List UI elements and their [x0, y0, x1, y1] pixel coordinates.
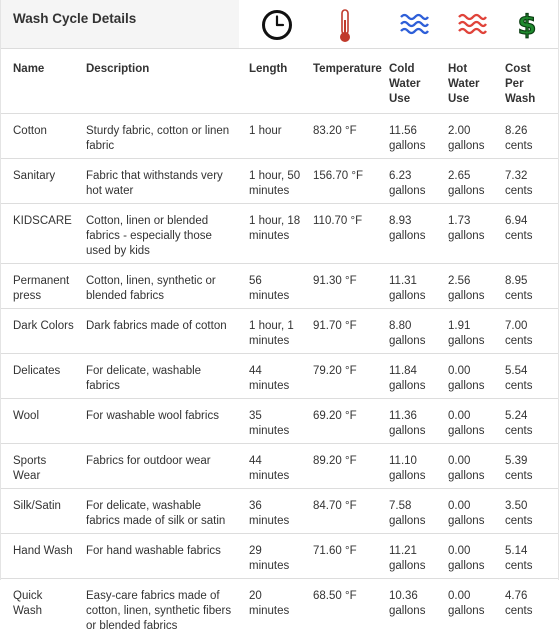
cell-length: 56 minutes — [237, 264, 301, 309]
clock-icon — [261, 9, 293, 44]
cell-cold-water: 11.21 gallons — [377, 534, 436, 579]
wash-cycle-table — [1, 50, 558, 638]
cell-temperature: 156.70 °F — [301, 159, 377, 204]
cell-cold-water: 11.84 gallons — [377, 354, 436, 399]
cell-cold-water: 8.93 gallons — [377, 204, 436, 264]
table-row — [1, 534, 558, 579]
cell-length: 35 minutes — [237, 399, 301, 444]
cell-hot-water: 2.65 gallons — [436, 159, 493, 204]
cell-temperature: 71.60 °F — [301, 534, 377, 579]
cell-temperature: 69.20 °F — [301, 399, 377, 444]
cell-cost: 6.94 cents — [493, 204, 558, 264]
cell-length: 44 minutes — [237, 444, 301, 489]
cell-description: Fabric that withstands very hot water — [74, 159, 237, 204]
cell-description: Easy-care fabrics made of cotton, linen, synthetic fibers or blended fabrics — [74, 579, 237, 638]
cell-hot-water: 0.00 gallons — [436, 489, 493, 534]
table-row — [1, 159, 558, 204]
header-name: Name — [1, 50, 74, 114]
cell-hot-water: 0.00 gallons — [436, 399, 493, 444]
cell-length: 20 minutes — [237, 579, 301, 638]
cell-temperature: 91.30 °F — [301, 264, 377, 309]
cell-length: 1 hour, 50 minutes — [237, 159, 301, 204]
cell-description: For delicate, washable fabrics made of silk or satin — [74, 489, 237, 534]
cell-cost: 7.00 cents — [493, 309, 558, 354]
table-row — [1, 444, 558, 489]
header-cold-water: Cold Water Use — [377, 50, 436, 114]
header-hot-water: Hot Water Use — [436, 50, 493, 114]
cell-name: Dark Colors — [1, 309, 74, 354]
cell-cost: 4.76 cents — [493, 579, 558, 638]
cell-hot-water: 0.00 gallons — [436, 579, 493, 638]
table-row — [1, 264, 558, 309]
header-cost: Cost Per Wash — [493, 50, 558, 114]
header-temperature: Temperature — [301, 50, 377, 114]
cell-cold-water: 11.36 gallons — [377, 399, 436, 444]
table-row — [1, 354, 558, 399]
cell-name: Sports Wear — [1, 444, 74, 489]
cell-description: For washable wool fabrics — [74, 399, 237, 444]
cell-hot-water: 2.00 gallons — [436, 114, 493, 159]
cell-length: 36 minutes — [237, 489, 301, 534]
cell-cold-water: 11.56 gallons — [377, 114, 436, 159]
cell-cost: 7.32 cents — [493, 159, 558, 204]
cold-water-icon — [399, 12, 429, 39]
cell-hot-water: 0.00 gallons — [436, 354, 493, 399]
cell-cost: 3.50 cents — [493, 489, 558, 534]
cell-temperature: 79.20 °F — [301, 354, 377, 399]
header-description: Description — [74, 50, 237, 114]
table-row — [1, 579, 558, 638]
cell-hot-water: 1.91 gallons — [436, 309, 493, 354]
cell-description: Fabrics for outdoor wear — [74, 444, 237, 489]
cell-temperature: 89.20 °F — [301, 444, 377, 489]
cell-cold-water: 11.31 gallons — [377, 264, 436, 309]
table-row — [1, 399, 558, 444]
cell-cold-water: 10.36 gallons — [377, 579, 436, 638]
cell-hot-water: 0.00 gallons — [436, 444, 493, 489]
cell-description: Sturdy fabric, cotton or linen fabric — [74, 114, 237, 159]
cell-description: Cotton, linen, synthetic or blended fabrics — [74, 264, 237, 309]
svg-text:$: $ — [518, 10, 537, 41]
cell-name: Cotton — [1, 114, 74, 159]
cell-name: Quick Wash — [1, 579, 74, 638]
header-length: Length — [237, 50, 301, 114]
page-title: Wash Cycle Details — [13, 11, 136, 26]
cell-length: 29 minutes — [237, 534, 301, 579]
cell-temperature: 110.70 °F — [301, 204, 377, 264]
cell-temperature: 91.70 °F — [301, 309, 377, 354]
cell-cost: 5.24 cents — [493, 399, 558, 444]
table-row — [1, 489, 558, 534]
cell-cost: 8.26 cents — [493, 114, 558, 159]
cell-cost: 5.54 cents — [493, 354, 558, 399]
cell-name: Silk/Satin — [1, 489, 74, 534]
cell-cost: 5.14 cents — [493, 534, 558, 579]
cell-length: 1 hour, 18 minutes — [237, 204, 301, 264]
cell-cost: 5.39 cents — [493, 444, 558, 489]
cell-cold-water: 11.10 gallons — [377, 444, 436, 489]
cell-cold-water: 7.58 gallons — [377, 489, 436, 534]
cell-length: 1 hour, 1 minutes — [237, 309, 301, 354]
cell-name: KIDSCARE — [1, 204, 74, 264]
hot-water-icon — [457, 12, 487, 39]
dollar-icon — [516, 9, 538, 42]
cell-length: 44 minutes — [237, 354, 301, 399]
cell-description: Cotton, linen or blended fabrics - especially those used by kids — [74, 204, 237, 264]
cell-description: For hand washable fabrics — [74, 534, 237, 579]
cell-name: Hand Wash — [1, 534, 74, 579]
cell-name: Wool — [1, 399, 74, 444]
cell-name: Permanent press — [1, 264, 74, 309]
cell-hot-water: 0.00 gallons — [436, 534, 493, 579]
cell-name: Sanitary — [1, 159, 74, 204]
table-row — [1, 204, 558, 264]
table-row — [1, 114, 558, 159]
cell-hot-water: 1.73 gallons — [436, 204, 493, 264]
cell-hot-water: 2.56 gallons — [436, 264, 493, 309]
cell-cost: 8.95 cents — [493, 264, 558, 309]
cell-cold-water: 6.23 gallons — [377, 159, 436, 204]
title-bar — [1, 0, 558, 49]
cell-temperature: 68.50 °F — [301, 579, 377, 638]
cell-length: 1 hour — [237, 114, 301, 159]
table-row — [1, 309, 558, 354]
thermometer-icon — [336, 8, 354, 47]
cell-temperature: 83.20 °F — [301, 114, 377, 159]
cell-cold-water: 8.80 gallons — [377, 309, 436, 354]
cell-name: Delicates — [1, 354, 74, 399]
cell-description: Dark fabrics made of cotton — [74, 309, 237, 354]
cell-description: For delicate, washable fabrics — [74, 354, 237, 399]
cell-temperature: 84.70 °F — [301, 489, 377, 534]
header-row — [1, 50, 558, 114]
